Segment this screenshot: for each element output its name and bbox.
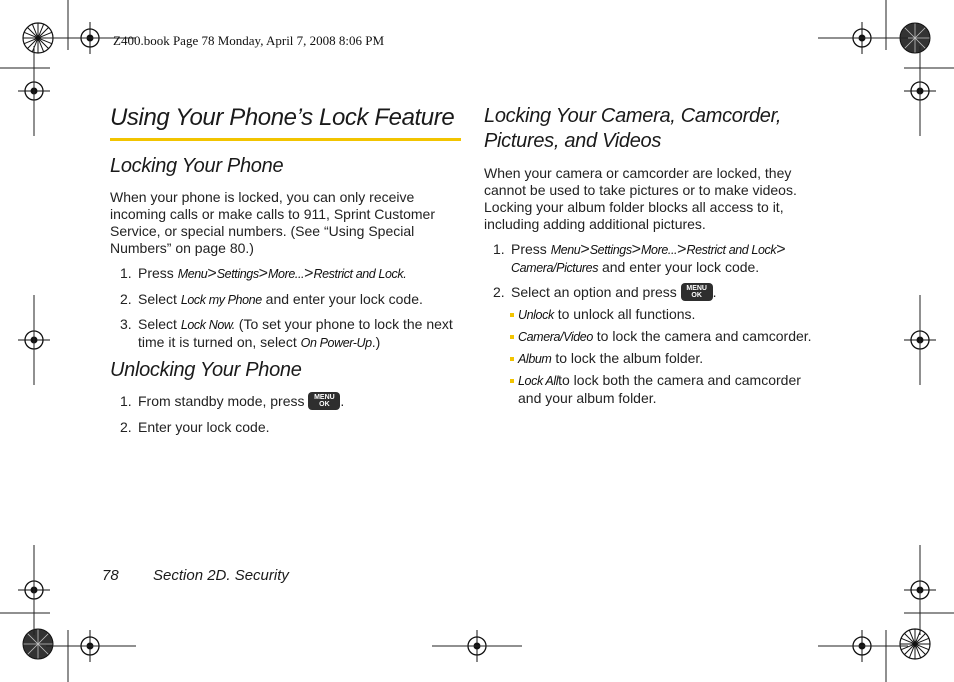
option-name: Unlock [518, 308, 554, 322]
page-number: 78 [102, 567, 119, 584]
step-text: and enter your lock code. [265, 291, 423, 307]
print-header: Z400.book Page 78 Monday, April 7, 2008 8:06 PM [113, 33, 385, 48]
key-label-bottom: OK [691, 291, 702, 299]
option-text: and your album folder. [518, 390, 657, 406]
menu-ok-key-icon [308, 392, 340, 410]
step-number: 2. [120, 419, 132, 435]
step-text: Select [138, 291, 177, 307]
step-text: . [340, 393, 345, 409]
bullet-icon [510, 335, 514, 339]
menu-path-menu: Menu [550, 243, 581, 257]
menu-path-restrict: Restrict and Lock. [313, 267, 407, 281]
bullet-icon [510, 379, 514, 383]
path-separator: > [258, 265, 269, 282]
menu-path-camera-pictures: Camera/Pictures [511, 261, 599, 275]
bullet-icon [510, 313, 514, 317]
menu-path-restrict: Restrict and Lock [686, 243, 777, 257]
option-text: to lock the camera and camcorder. [596, 328, 812, 344]
heading-line: Pictures, and Videos [484, 130, 662, 152]
key-label-bottom: OK [319, 400, 330, 408]
menu-item-lock-my-phone: Lock my Phone [180, 293, 262, 307]
path-separator: > [677, 241, 687, 258]
key-label-top: MENU [314, 393, 335, 401]
intro-line: cannot be used to take pictures or to make videos. [484, 182, 797, 198]
intro-line: Service, or special numbers. (See “Using Special [110, 223, 415, 239]
step-text: Press [138, 265, 174, 281]
locking-intro [110, 189, 462, 257]
menu-path-more: More... [268, 267, 305, 281]
title-rule [110, 138, 461, 141]
step-number: 1. [120, 393, 132, 409]
camera-lock-intro [484, 165, 829, 233]
key-label-top: MENU [686, 284, 707, 292]
menu-path-menu: Menu [177, 267, 208, 281]
option-name: Album [518, 352, 552, 366]
bullet-icon [510, 357, 514, 361]
intro-line: including adding additional pictures. [484, 216, 706, 232]
option-name: Camera/Video [518, 330, 593, 344]
section-label: Section 2D. Security [153, 567, 289, 584]
step-text: and enter your lock code. [601, 259, 760, 275]
path-separator: > [304, 265, 314, 282]
option-text: to unlock all functions. [557, 306, 696, 322]
step-text: time it is turned on, select [138, 334, 297, 350]
option-name: Lock All [518, 374, 559, 388]
camera-lock-heading [484, 104, 781, 154]
menu-path-more: More... [641, 243, 678, 257]
path-separator: > [776, 241, 786, 258]
menu-item-lock-now: Lock Now. [180, 318, 235, 332]
locking-phone-heading: Locking Your Phone [110, 155, 284, 177]
intro-line: incoming calls or make calls to 911, Sprint Customer [110, 206, 435, 222]
heading-line: Locking Your Camera, Camcorder, [484, 105, 782, 127]
option-text: to lock both the camera and camcorder [558, 372, 801, 388]
intro-line: When your phone is locked, you can only receive [110, 189, 415, 205]
path-separator: > [580, 241, 590, 258]
step-number: 3. [120, 316, 132, 332]
step-text: Press [511, 241, 547, 257]
step-number: 2. [120, 291, 132, 307]
menu-ok-key-icon [681, 283, 713, 301]
path-separator: > [631, 241, 642, 258]
step-text: . [712, 284, 717, 300]
step-text: Select [138, 316, 177, 332]
unlocking-phone-heading: Unlocking Your Phone [110, 359, 302, 381]
intro-line: Locking your album folder blocks all access to it, [484, 199, 784, 215]
intro-line: When your camera or camcorder are locked, they [484, 165, 792, 181]
option-text: to lock the album folder. [555, 350, 704, 366]
step-number: 1. [493, 241, 505, 257]
step-number: 2. [493, 284, 505, 300]
step-text: .) [371, 334, 381, 350]
intro-line: Numbers” on page 80.) [110, 240, 254, 256]
menu-item-on-power-up: On Power-Up [300, 336, 372, 350]
path-separator: > [207, 265, 217, 282]
menu-path-settings: Settings [216, 267, 259, 281]
step-text: Select an option and press [511, 284, 677, 300]
step-text: (To set your phone to lock the next [238, 316, 453, 332]
menu-path-settings: Settings [589, 243, 632, 257]
page-title: Using Your Phone’s Lock Feature [110, 104, 455, 131]
step-text: From standby mode, press [138, 393, 305, 409]
step-text: Enter your lock code. [138, 419, 270, 435]
step-number: 1. [120, 265, 132, 281]
